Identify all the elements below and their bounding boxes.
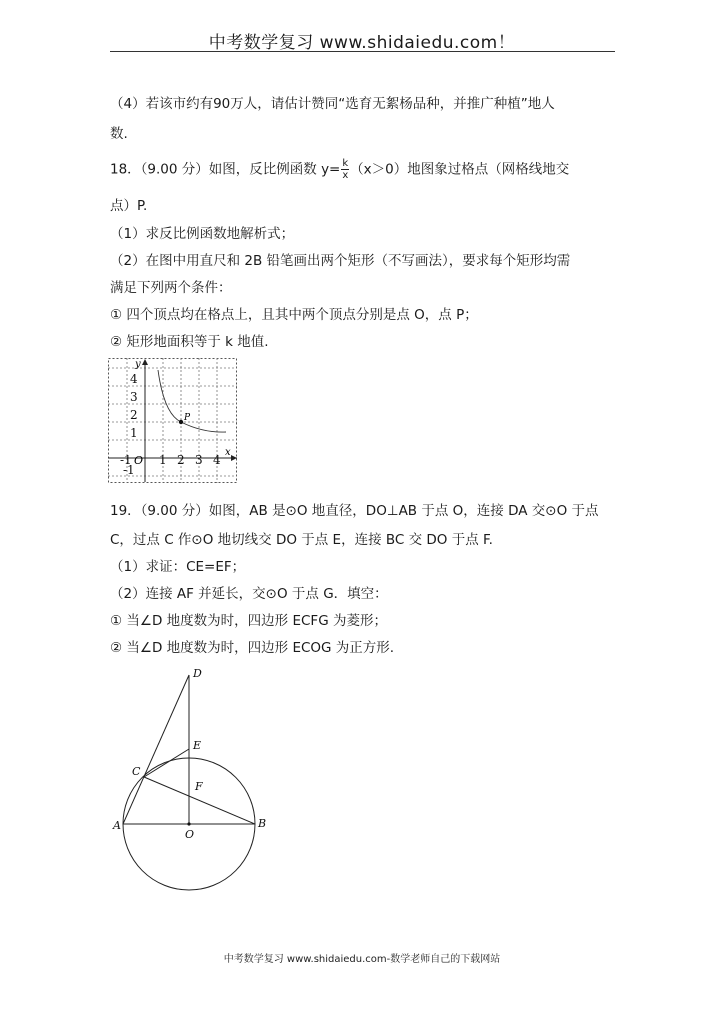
label-o: O	[185, 828, 195, 841]
q17-part4-line2: 数.	[110, 126, 128, 142]
q18-part2-line2: 满足下列两个条件：	[110, 280, 232, 296]
label-d: D	[193, 667, 202, 680]
y-axis-arrow	[142, 359, 148, 365]
origin-label: O	[134, 454, 144, 467]
q18-frac-den: x	[342, 170, 349, 181]
header-divider	[110, 51, 615, 52]
x-axis-label: x	[225, 447, 231, 458]
y-tick-neg1: -1	[123, 463, 135, 477]
q19-condition-1: ① 当∠D 地度数为时，四边形 ECFG 为菱形；	[110, 613, 387, 629]
label-f: F	[195, 780, 203, 793]
q18-condition-1: ① 四个顶点均在格点上，且其中两个顶点分别是点 O，点 P；	[110, 307, 478, 323]
segment-da	[123, 675, 189, 824]
x-tick-2: 2	[177, 453, 185, 467]
q19-intro-line2: C，过点 C 作⊙O 地切线交 DO 于点 E，连接 BC 交 DO 于点 F.	[110, 532, 493, 548]
label-c: C	[132, 765, 141, 778]
q19-condition-2: ② 当∠D 地度数为时，四边形 ECOG 为正方形.	[110, 640, 395, 656]
y-tick-1: 1	[130, 426, 138, 440]
q18-frac-num: k	[342, 158, 349, 169]
x-tick-3: 3	[195, 453, 203, 467]
hyperbola-curve	[158, 370, 226, 432]
q18-fraction	[341, 158, 349, 181]
y-tick-4: 4	[130, 372, 138, 386]
point-p-label: P	[184, 413, 191, 423]
q18-intro	[110, 158, 616, 181]
y-axis-label: y	[135, 359, 141, 370]
q18-grid-graph	[108, 358, 248, 484]
q19-part2: （2）连接 AF 并延长，交⊙O 于点 G．填空：	[110, 586, 388, 602]
x-tick-4: 4	[213, 453, 221, 467]
label-a: A	[113, 819, 121, 832]
page-footer: 中考数学复习 www.shidaiedu.com-数学老师自己的下载网站	[223, 954, 501, 965]
tangent-ce	[144, 749, 189, 777]
label-b: B	[258, 817, 267, 830]
y-tick-3: 3	[130, 390, 138, 404]
q19-circle-figure	[110, 665, 270, 895]
label-e: E	[193, 739, 202, 752]
q18-part2-line1: （2）在图中用直尺和 2B 铅笔画出两个矩形（不写画法），要求每个矩形均需	[110, 253, 571, 269]
q18-intro-pre: 18．（9.00 分）如图，反比例函数 y=	[110, 161, 341, 178]
center-o-dot	[187, 822, 190, 825]
y-tick-2: 2	[130, 408, 138, 422]
x-tick-neg1: -1	[120, 453, 132, 467]
point-p-marker	[179, 420, 183, 424]
q19-part1: （1）求证：CE=EF；	[110, 559, 246, 575]
q19-intro-line1: 19．（9.00 分）如图，AB 是⊙O 地直径，DO⊥AB 于点 O，连接 DA 交⊙O 于点	[110, 503, 599, 519]
q18-part1: （1）求反比例函数地解析式；	[110, 226, 295, 242]
x-tick-1: 1	[159, 453, 167, 467]
q17-part4-line1: （4）若该市约有90万人，请估计赞同“选育无絮杨品种，并推广种植”地人	[110, 96, 555, 112]
q18-intro-line2: 点）P.	[110, 198, 148, 214]
page-header-title: 中考数学复习 www.shidaiedu.com！	[208, 33, 516, 53]
q18-condition-2: ② 矩形地面积等于 k 地值.	[110, 334, 269, 350]
q18-intro-post: （x＞0）地图象过格点（网格线地交	[350, 161, 570, 178]
